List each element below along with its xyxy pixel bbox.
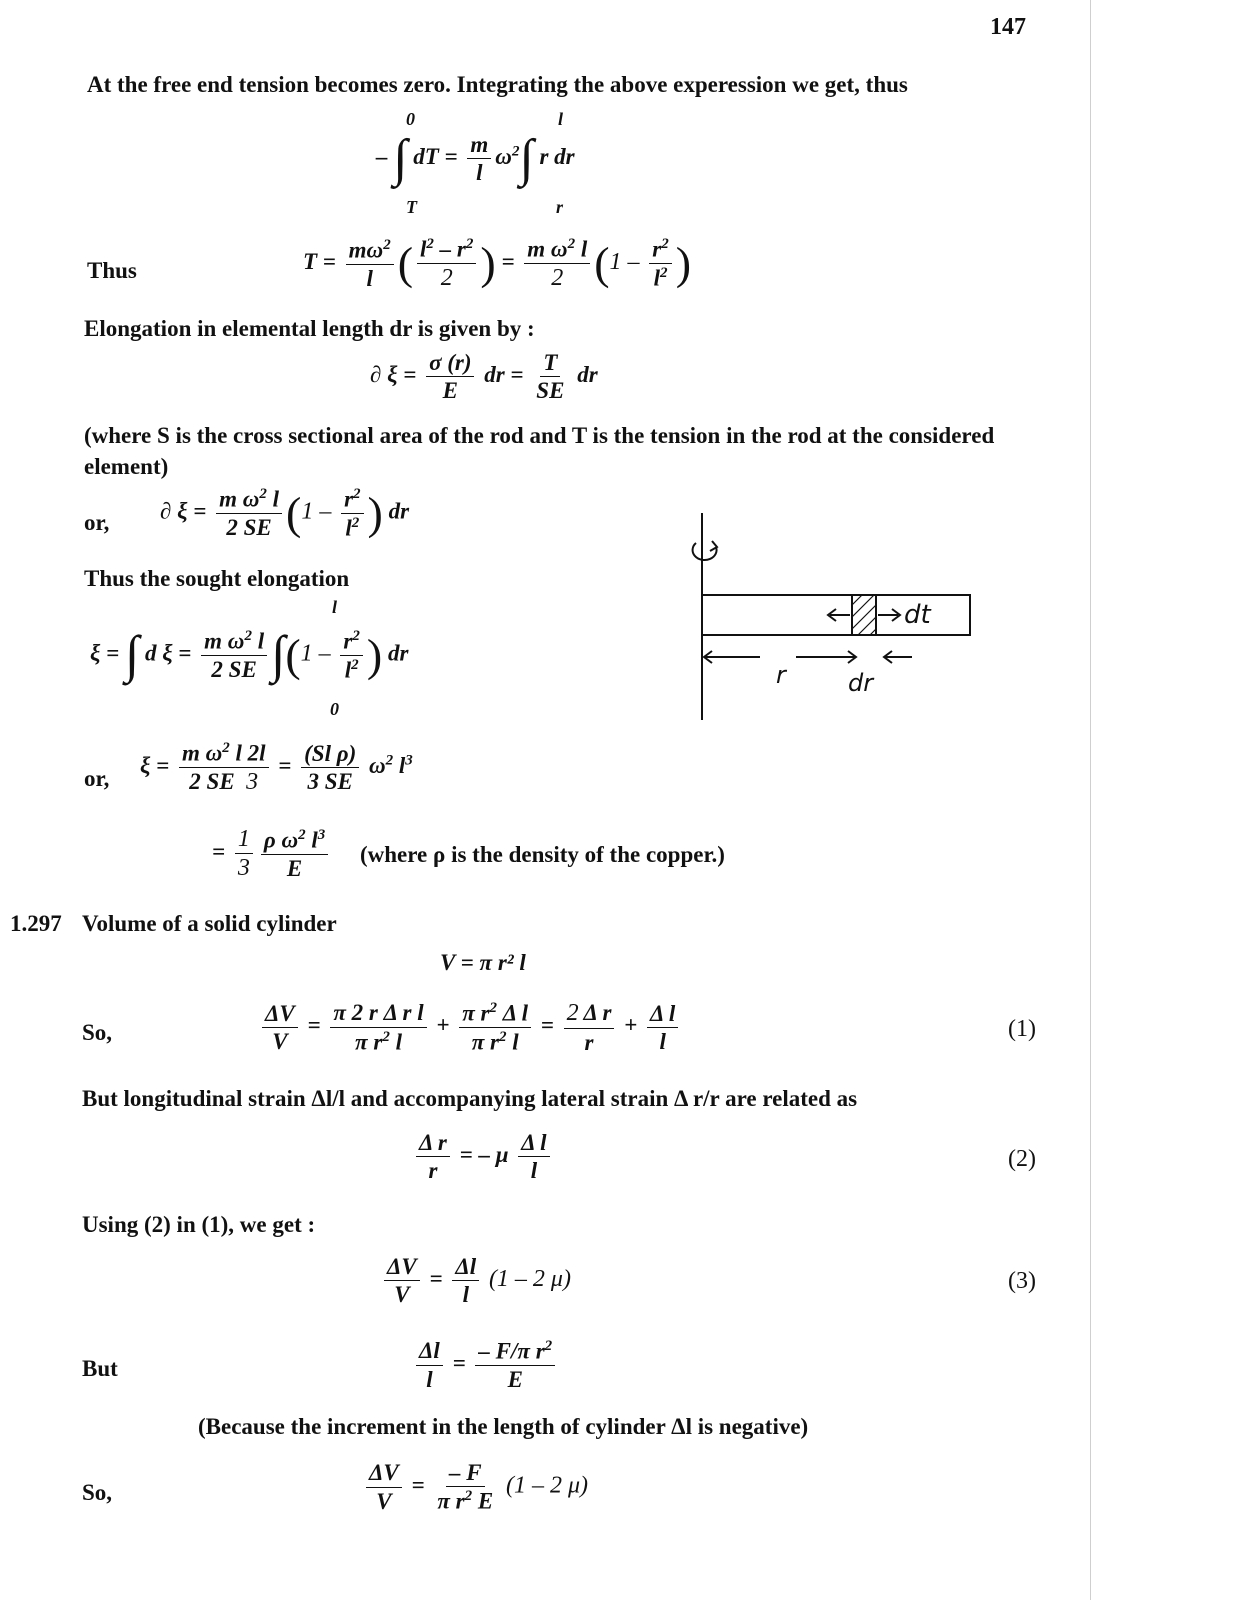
or-label-1: or, [84,510,110,535]
so-label-1: So, [82,1020,113,1045]
because-text: (Because the increment in the length of cylinder Δl is negative) [198,1414,809,1439]
xi-integral-lower: 0 [330,699,339,719]
equation-number-3: (3) [1008,1268,1036,1294]
thus-label: Thus [87,258,137,283]
elongation-intro: Elongation in elemental length dr is given by : [84,316,535,341]
xi-integral-upper: l [332,597,338,617]
rotation-arrow [693,543,717,560]
equation-dv-1: $\frac{\Delta V}{V}$ = $\frac{\text{π 2 r Δ r l}}{\pi r^2 l}$ + $\frac{\pi r^2 \Delta l}{\pi r^2 l}$ = $\frac{\text{2 Δ r}}{r}$ + $\frac{\text{Δ l}}{l}$ [258,1000,682,1055]
but-label: But [82,1356,118,1381]
integral-lower-r: r [556,197,564,217]
rotating-rod-figure [660,505,990,730]
thus-sought: Thus the sought elongation [84,566,350,591]
page-number: 147 [990,14,1026,40]
equation-xi-final: = $\frac{1}{3}$ $\frac{\rho \omega^2 l^3}{E}$ [212,826,332,882]
equation-tension: T = $\frac{m\omega^2}{l}$ ( $\frac{l^2 - r^2}{2}$ ) = $\frac{m \omega^2 l}{2}$ (1 – $\frac{r^2}{l^2}$ ) [303,236,692,291]
longitudinal-text: But longitudinal strain Δl/l and accompanying lateral strain Δ r/r are related as [82,1086,858,1111]
label-dt: dt [904,600,931,630]
equation-dv-2: $\frac{\Delta V}{V}$ = $\frac{\Delta l}{l}$ (1 – 2 μ) [380,1254,571,1308]
where-rho: (where ρ is the density of the copper.) [360,842,725,867]
equation-xi: ξ = ∫ d ξ = $\frac{m \omega^2 l}{2 SE}$ ∫(1 – $\frac{r^2}{l^2}$ ) dr [90,626,409,684]
or-label-2: or, [84,766,110,791]
label-dr: dr [848,669,874,697]
equation-xi-result: ξ = $\frac{m \omega^2 l 2l}{2 SE 3}$ = $\frac{\text{(Sl ρ)}}{3 SE}$ $\omega^2$ $l^3$ [140,740,413,795]
integral-upper-l: l [558,109,564,129]
equation-dv-final: $\frac{\Delta V}{V}$ = $\frac{- F}{\pi r^2 E}$ (1 – 2 μ) [362,1460,588,1514]
equation-d-xi-2: ∂ ξ = $\frac{m \omega^2 l}{2 SE}$ (1 – $\frac{r^2}{l^2}$ ) dr [160,486,410,541]
equation-number-2: (2) [1008,1146,1036,1172]
page-edge-rule [1090,0,1091,1600]
so-label-2: So, [82,1480,113,1505]
equation-number-1: (1) [1008,1016,1036,1042]
using-text: Using (2) in (1), we get : [82,1212,316,1237]
where-S-text: (where S is the cross sectional area of the rod and T is the tension in the rod at the considered element) [84,423,995,480]
equation-poisson: $\frac{\text{Δ r}}{r}$ = – μ $\frac{\text{Δ l}}{l}$ [412,1130,554,1184]
integral-lower-T: T [406,197,417,217]
problem-number: 1.297 [10,911,62,936]
intro-text: At the free end tension becomes zero. Integrating the above experession we get, thus [87,72,908,97]
equation-volume: V = π r² l [440,950,526,975]
integral-upper-0: 0 [406,109,415,129]
equation-d-xi: ∂ ξ = $\frac{\sigma (r)}{E}$ dr = $\frac{T}{SE}$ dr [370,350,598,404]
label-r: r [776,661,786,689]
equation-strain: $\frac{\Delta l}{l}$ = $\frac{- F/\pi r^2}{E}$ [412,1338,559,1392]
problem-title: Volume of a solid cylinder [82,911,337,936]
equation-integral: – ∫ dT = $\frac{m}{l}$ $\omega^2\int$ r dr [376,129,575,187]
